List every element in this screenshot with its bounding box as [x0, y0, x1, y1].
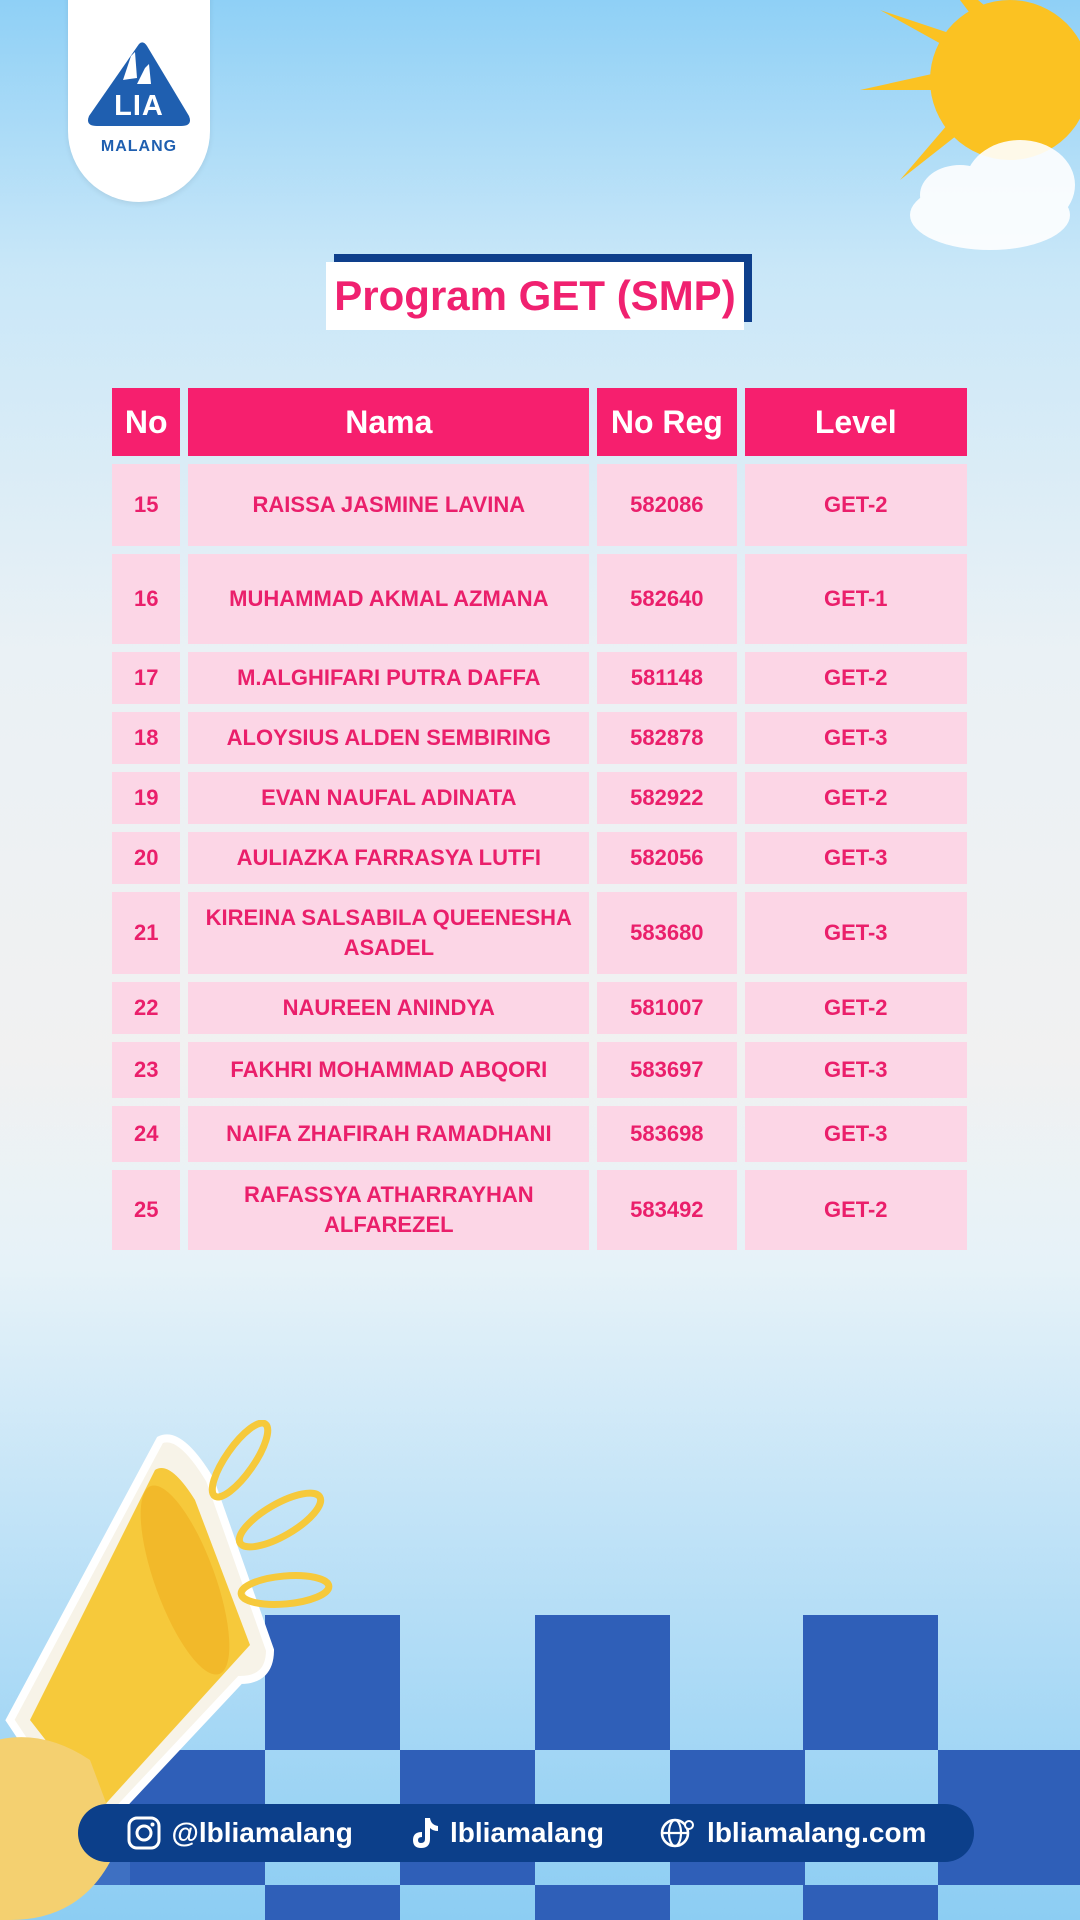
tiktok-icon — [408, 1815, 440, 1851]
social-bar — [78, 1804, 974, 1862]
cell-no: 17 — [112, 652, 180, 704]
cell-reg: 583680 — [597, 892, 736, 974]
header-name: Nama — [188, 388, 589, 456]
cell-reg: 583697 — [597, 1042, 736, 1098]
cell-level: GET-2 — [745, 464, 968, 546]
cell-no: 20 — [112, 832, 180, 884]
table-row — [112, 652, 967, 704]
cell-name: ALOYSIUS ALDEN SEMBIRING — [188, 712, 589, 764]
logo-wordmark: LIA — [114, 90, 164, 122]
header-level: Level — [745, 388, 968, 456]
cell-no: 22 — [112, 982, 180, 1034]
instagram-handle: @lbliamalang — [171, 1817, 353, 1848]
cell-name: AULIAZKA FARRASYA LUTFI — [188, 832, 589, 884]
table-row — [112, 554, 967, 644]
header-no: No — [112, 388, 180, 456]
cell-no: 18 — [112, 712, 180, 764]
table-row — [112, 712, 967, 764]
cell-level: GET-2 — [745, 982, 968, 1034]
cell-reg: 582086 — [597, 464, 736, 546]
cell-reg: 581007 — [597, 982, 736, 1034]
globe-icon — [659, 1815, 697, 1851]
cell-no: 25 — [112, 1170, 180, 1250]
instagram-link[interactable] — [126, 1815, 353, 1851]
header-reg: No Reg — [597, 388, 736, 456]
cell-no: 21 — [112, 892, 180, 974]
cell-level: GET-1 — [745, 554, 968, 644]
table-row — [112, 832, 967, 884]
cell-level: GET-2 — [745, 1170, 968, 1250]
cell-name: MUHAMMAD AKMAL AZMANA — [188, 554, 589, 644]
cell-no: 19 — [112, 772, 180, 824]
table-row — [112, 982, 967, 1034]
cell-no: 16 — [112, 554, 180, 644]
cell-level: GET-2 — [745, 772, 968, 824]
cell-no: 15 — [112, 464, 180, 546]
instagram-icon — [126, 1815, 162, 1851]
table-row — [112, 772, 967, 824]
table-row — [112, 892, 967, 974]
lia-logo — [68, 0, 210, 202]
cell-level: GET-3 — [745, 1106, 968, 1162]
cell-name: M.ALGHIFARI PUTRA DAFFA — [188, 652, 589, 704]
tiktok-handle: lbliamalang — [449, 1817, 604, 1848]
page-title: Program GET (SMP) — [326, 262, 744, 330]
cell-level: GET-3 — [745, 1042, 968, 1098]
table-header-row — [112, 388, 967, 456]
cell-name: RAISSA JASMINE LAVINA — [188, 464, 589, 546]
cell-level: GET-3 — [745, 832, 968, 884]
cell-name: RAFASSYA ATHARRAYHAN ALFAREZEL — [188, 1170, 589, 1250]
table-row — [112, 1170, 967, 1250]
cell-no: 24 — [112, 1106, 180, 1162]
student-table — [104, 380, 975, 1258]
cell-name: FAKHRI MOHAMMAD ABQORI — [188, 1042, 589, 1098]
table-row — [112, 1106, 967, 1162]
cell-no: 23 — [112, 1042, 180, 1098]
cell-level: GET-3 — [745, 712, 968, 764]
tiktok-link[interactable] — [408, 1815, 604, 1851]
cell-name: KIREINA SALSABILA QUEENESHA ASADEL — [188, 892, 589, 974]
website-link[interactable] — [659, 1815, 926, 1851]
cell-reg: 583492 — [597, 1170, 736, 1250]
cell-level: GET-2 — [745, 652, 968, 704]
cell-reg: 582056 — [597, 832, 736, 884]
logo-city: MALANG — [100, 138, 178, 155]
cell-reg: 583698 — [597, 1106, 736, 1162]
cell-name: EVAN NAUFAL ADINATA — [188, 772, 589, 824]
cloud-icon — [900, 120, 1080, 270]
table-row — [112, 464, 967, 546]
cell-reg: 582640 — [597, 554, 736, 644]
cell-reg: 581148 — [597, 652, 736, 704]
cell-reg: 582922 — [597, 772, 736, 824]
cell-level: GET-3 — [745, 892, 968, 974]
cell-name: NAIFA ZHAFIRAH RAMADHANI — [188, 1106, 589, 1162]
website-url: lbliamalang.com — [707, 1817, 927, 1848]
cell-name: NAUREEN ANINDYA — [188, 982, 589, 1034]
table-row — [112, 1042, 967, 1098]
cell-reg: 582878 — [597, 712, 736, 764]
